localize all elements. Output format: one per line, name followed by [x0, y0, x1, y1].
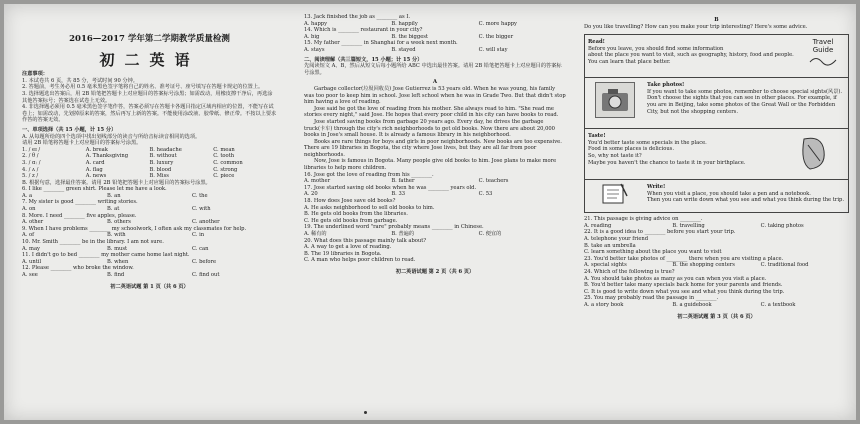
question: 22. It is a good idea to ________ before you start your trip. A. telephone your friend B. take an umbrella C. learn something about the place you want to visit	[584, 229, 736, 256]
notice-item: 3. 选择题选出答案后，用 2B 铅笔把答题卡上对应题目的答案标号涂黑；如需改动，用橡皮擦干净后，再选涂其他答案标号；答案选在试卷上无效。	[22, 90, 273, 104]
exam-sheet	[4, 4, 856, 420]
phonetic-row: 4. / ʌ / A. flag B. blood C. strong	[22, 166, 238, 173]
squiggle-icon	[808, 54, 838, 66]
paragraph: Books are rare things for boys and girls in poor neighborhoods. New books are too expensive. There are 19 libraries in Bogota, the city where Jose lives, but they are all far from poor neighborhoods.	[304, 138, 562, 158]
page-dot	[364, 411, 367, 414]
page-1	[22, 14, 277, 290]
question: 23. You'd better take photos of ________ there when you are visiting a place. A. special sights B. the shopping centers C. traditional food	[584, 255, 809, 269]
question: 16. Jose got the love of reading from his ________. A. mother B. father C. teachers	[304, 171, 509, 185]
question: 19. The underlined word "rare" probably means ________ in Chinese. A. 稀有的 B. 普遍的 C. 便宜的	[304, 224, 502, 237]
question: 20. What does this passage mainly talk about? A. A way to get a love of reading. B. The 19 libraries in Bogota. C. A man who helps poor children to read.	[304, 237, 427, 264]
reading-questions	[584, 216, 849, 308]
passage-a-label: A	[432, 79, 438, 86]
question: 13. Jack finished the job as ________ as I. A. happy B. happily C. more happy	[304, 14, 517, 27]
page-3	[584, 14, 849, 320]
question: 24. Which of the following is true? A. You should take photos as many as you can when you visit a place. B. You'd better take many specials back home for your parents and friends. C. It is good to write down what you see and what you think during the trip.	[584, 268, 785, 295]
section-1a-instruction-2: 请用 2B 铅笔将答题卡上对应题目的答案标号涂黑。	[22, 140, 142, 147]
question: 9. When I have problems ________ my schoolwork, I often ask my classmates for help. A. of B. with C. in	[22, 225, 247, 239]
mc-questions	[304, 14, 566, 54]
phonetic-row: 3. / ɑː / A. card B. luxury C. common	[22, 159, 243, 166]
section-1-heading: 一、单项选择（共 15 小题，计 15 分）	[22, 126, 117, 133]
phonetic-questions	[22, 147, 277, 180]
question: 10. Mr. Smith ________ be in the library. I am not sure. A. may B. must C. can	[22, 239, 209, 252]
question: 7. My sister is good ________ writing stories. A. on B. at C. with	[22, 199, 211, 213]
phonetic-row: 1. / eɪ / A. break B. headache C. mean	[22, 146, 235, 153]
mc-questions	[22, 186, 277, 278]
paragraph: Jose said he got the love of reading from his mother. She always read to him. "She read me stories every night," said Jose. He hopes that every poor child in his city can have books to read.	[304, 105, 559, 119]
phonetic-row: 2. / θ / A. Thanksgiving B. without C. tooth	[22, 153, 235, 160]
food-image	[794, 133, 834, 173]
advice-read: Read! Before you leave, you should find some information about the place you want to visit, such as geography, history, food and people. You can learn that place better. Travel Guide	[585, 35, 848, 77]
exam-title: 2016—2017 学年第二学期教学质量检测	[69, 34, 230, 44]
advice-taste: Taste! You'd better taste some specials in the place. Food in some places is delicious. So, why not taste it? Maybe you haven't the chance to taste it in your birthplace.	[585, 128, 848, 179]
section-2-instruction: 先阅读短文 A、B，然后从短文后每小题所给 ABC 中选出最佳答案。请用 2B 铅笔把答题卡上对应题目的答案标号涂黑。	[304, 63, 562, 76]
travel-guide-logo: Travel Guide	[804, 39, 842, 69]
notice-heading: 注意事项：	[22, 71, 48, 78]
phonetic-row: 5. / z / A. news B. Miss C. piece	[22, 173, 235, 180]
paragraph: Now, Jose is famous in Bogota. Many people give old books to him. Jose plans to make more libraries to help more children.	[304, 158, 557, 172]
question: 17. Jose started saving old books when he was ________ years old. A. 20 B. 33 C. 53	[304, 184, 493, 198]
passage-b-label: B	[714, 17, 719, 23]
section-2-heading: 二、阅读理解（共三篇短文，15 小题；计 15 分）	[304, 56, 423, 63]
notebook-image	[599, 182, 629, 206]
travel-advice-box	[584, 34, 849, 213]
subject-title: 初二英语	[99, 50, 200, 69]
notice-item: 4. 非选择题必须用 0.5 毫米黑色签字笔作答，答案必须写在答题卡各题目指定区域内相应的位置，不能写在试卷上；如需改动，先划掉原来的答案，然后再写上新的答案。不能使用涂改液、胶带纸、修正带。不按以上要求作答的答案无效。	[22, 104, 277, 124]
question: 12. Please ________ who broke the window. A. see B. find C. find out	[22, 265, 220, 278]
question: 11. I didn't go to bed ________ my mother came home last night. A. until B. when C. before	[22, 252, 217, 265]
page-2	[304, 14, 566, 276]
question: 8. More. I need ________ five apples, please. A. other B. others C. another	[22, 212, 220, 226]
notice-item: 1. 本试卷共 6 页，共 85 分，考试时间 90 分钟。	[22, 77, 138, 84]
page-footer: 初二英语试题 第 3 页（共 6 页）	[677, 313, 756, 320]
advice-write: Write! When you visit a place, you should take a pen and a notebook. Then you can write down what you see and what you think during the trip.	[585, 179, 848, 212]
section-1b-instruction: B. 根据句意，选择最佳答案。请用 2B 铅笔把答题卡上对应题目的答案标号涂黑。	[22, 179, 211, 186]
advice-photos: Take photos! If you want to take some photos, remember to choose special sights(风景). Don't choose the sights that you can see in other places. For example, if you are in Beijing, take some photos of the Great Wall or the Forbidden City, but not the shopping centers.	[585, 77, 848, 128]
passage-a	[304, 86, 566, 172]
notice-list	[22, 78, 277, 124]
section-1a-instruction: A. 从每题所给的四个选项中找出划线部分的读音与所给音标读音相同的选项。	[22, 133, 201, 140]
question: 15. My father ________ in Shanghai for a week next month. A. stays B. stayed C. will stay	[304, 40, 508, 53]
paragraph: Garbage collector(垃圾回收员) Jose Gutierrez is 53 years old. When he was young, his family was too poor to keep him in school. Jose left school when he was in Grade Two. But that didn't stop him having a love of reading.	[304, 85, 566, 106]
page-footer: 初二英语试题 第 1 页（共 6 页）	[110, 283, 189, 290]
notice-item: 2. 答题前，考生务必用 0.5 毫米黑色签字笔将自己的姓名、准考证号、座号填写在答题卡规定的位置上。	[22, 84, 264, 91]
question: 6. I like ________ green shirt. Please let me have a look. A. a B. an C. the	[22, 186, 208, 199]
paragraph: Jose started saving books from garbage 20 years ago. Every day, he drives the garbage truck(卡车) through the city's rich neighborhoods to get old books. Now there are about 20,000 books in Jose's small house. It is already a famous library in his neighborhood.	[304, 118, 555, 139]
reading-questions	[304, 172, 566, 264]
passage-b-intro: Do you like travelling? How can you make your trip interesting? Here's some advice.	[584, 23, 808, 30]
question: 14. Which is ________ restaurant in your city? A. big B. the biggest C. the bigger	[304, 27, 514, 40]
question: 18. How does Jose save old books? A. He asks neighborhood to sell old books to him. B. He gets old books from the libraries. C. He gets old books from garbage.	[304, 198, 435, 224]
question: 21. This passage is giving advice on ________. A. reading B. travelling C. taking photos	[584, 216, 804, 229]
page-footer: 初二英语试题 第 2 页（共 6 页）	[395, 268, 475, 275]
question: 25. You may probably read the passage in ________. A. a story book B. a guidebook C. a textbook	[584, 295, 796, 308]
camera-image	[595, 82, 635, 118]
